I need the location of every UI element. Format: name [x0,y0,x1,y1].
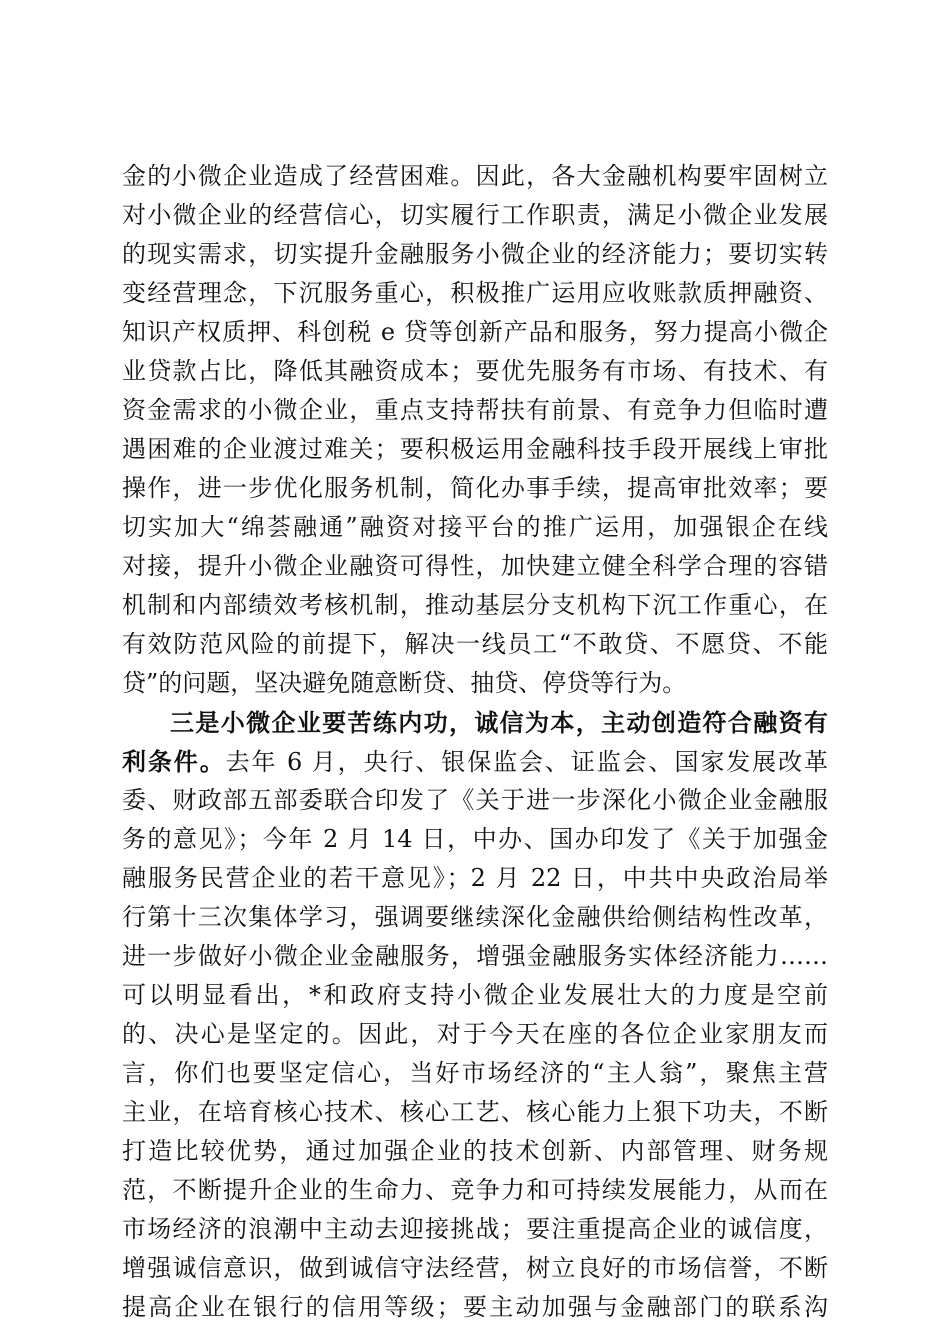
paragraph-line: 可以明显看出，*和政府支持小微企业发展壮大的力度是空前 [122,981,828,1009]
paragraph-line [122,742,828,781]
paragraph-line: 融服务民营企业的若干意见》；2 月 22 日，中共中央政治局举 [122,864,828,892]
paragraph-line: 对接，提升小微企业融资可得性，加快建立健全科学合理的容错 [122,552,828,580]
paragraph-line: 增强诚信意识，做到诚信守法经营，树立良好的市场信誉，不断 [122,1254,828,1282]
paragraph-line: 对小微企业的经营信心，切实履行工作职责，满足小微企业发展 [122,201,828,229]
paragraph-line: 操作，进一步优化服务机制，简化办事手续，提高审批效率；要 [122,474,828,502]
paragraph-line: 金的小微企业造成了经营困难。因此，各大金融机构要牢固树立 [122,162,828,190]
paragraph-line: 业贷款占比，降低其融资成本；要优先服务有市场、有技术、有 [122,357,828,385]
paragraph-line: 资金需求的小微企业，重点支持帮扶有前景、有竞争力但临时遭 [122,396,828,424]
paragraph-line: 变经营理念，下沉服务重心，积极推广运用应收账款质押融资、 [122,279,828,307]
paragraph-line: 范，不断提升企业的生命力、竞争力和可持续发展能力，从而在 [122,1176,828,1204]
paragraph-2 [122,703,828,1327]
paragraph-line: 言，你们也要坚定信心，当好市场经济的“主人翁”，聚焦主营 [122,1059,828,1087]
paragraph-line: 的、决心是坚定的。因此，对于今天在座的各位企业家朋友而 [122,1020,828,1048]
section-heading-line: 三是小微企业要苦练内功，诚信为本，主动创造符合融资有 [170,708,828,737]
paragraph-line: 贷”的问题，坚决避免随意断贷、抽贷、停贷等行为。 [122,669,687,697]
paragraph-line: 的现实需求，切实提升金融服务小微企业的经济能力；要切实转 [122,240,828,268]
paragraph-line: 机制和内部绩效考核机制，推动基层分支机构下沉工作重心，在 [122,591,828,619]
paragraph-1 [122,157,828,703]
paragraph-line: 遇困难的企业渡过难关；要积极运用金融科技手段开展线上审批 [122,435,828,463]
document-page [122,157,828,1327]
paragraph-line: 进一步做好小微企业金融服务，增强金融服务实体经济能力…… [122,942,828,970]
paragraph-line: 提高企业在银行的信用等级；要主动加强与金融部门的联系沟 [122,1293,828,1321]
paragraph-line: 有效防范风险的前提下，解决一线员工“不敢贷、不愿贷、不能 [122,630,828,658]
paragraph-line: 行第十三次集体学习，强调要继续深化金融供给侧结构性改革， [122,903,828,931]
paragraph-line: 知识产权质押、科创税 e 贷等创新产品和服务，努力提高小微企 [122,318,828,346]
paragraph-line: 主业，在培育核心技术、核心工艺、核心能力上狠下功夫，不断 [122,1098,828,1126]
paragraph-line: 市场经济的浪潮中主动去迎接挑战；要注重提高企业的诚信度， [122,1215,828,1243]
paragraph-line: 切实加大“绵荟融通”融资对接平台的推广运用，加强银企在线 [122,513,828,541]
paragraph-line-rest: 去年 6 月，央行、银保监会、证监会、国家发展改革 [225,748,828,776]
paragraph-line: 务的意见》；今年 2 月 14 日，中办、国办印发了《关于加强金 [122,825,828,853]
paragraph-line: 打造比较优势，通过加强企业的技术创新、内部管理、财务规 [122,1137,828,1165]
paragraph-line: 委、财政部五部委联合印发了《关于进一步深化小微企业金融服 [122,786,828,814]
section-heading-end: 利条件。 [122,747,226,776]
